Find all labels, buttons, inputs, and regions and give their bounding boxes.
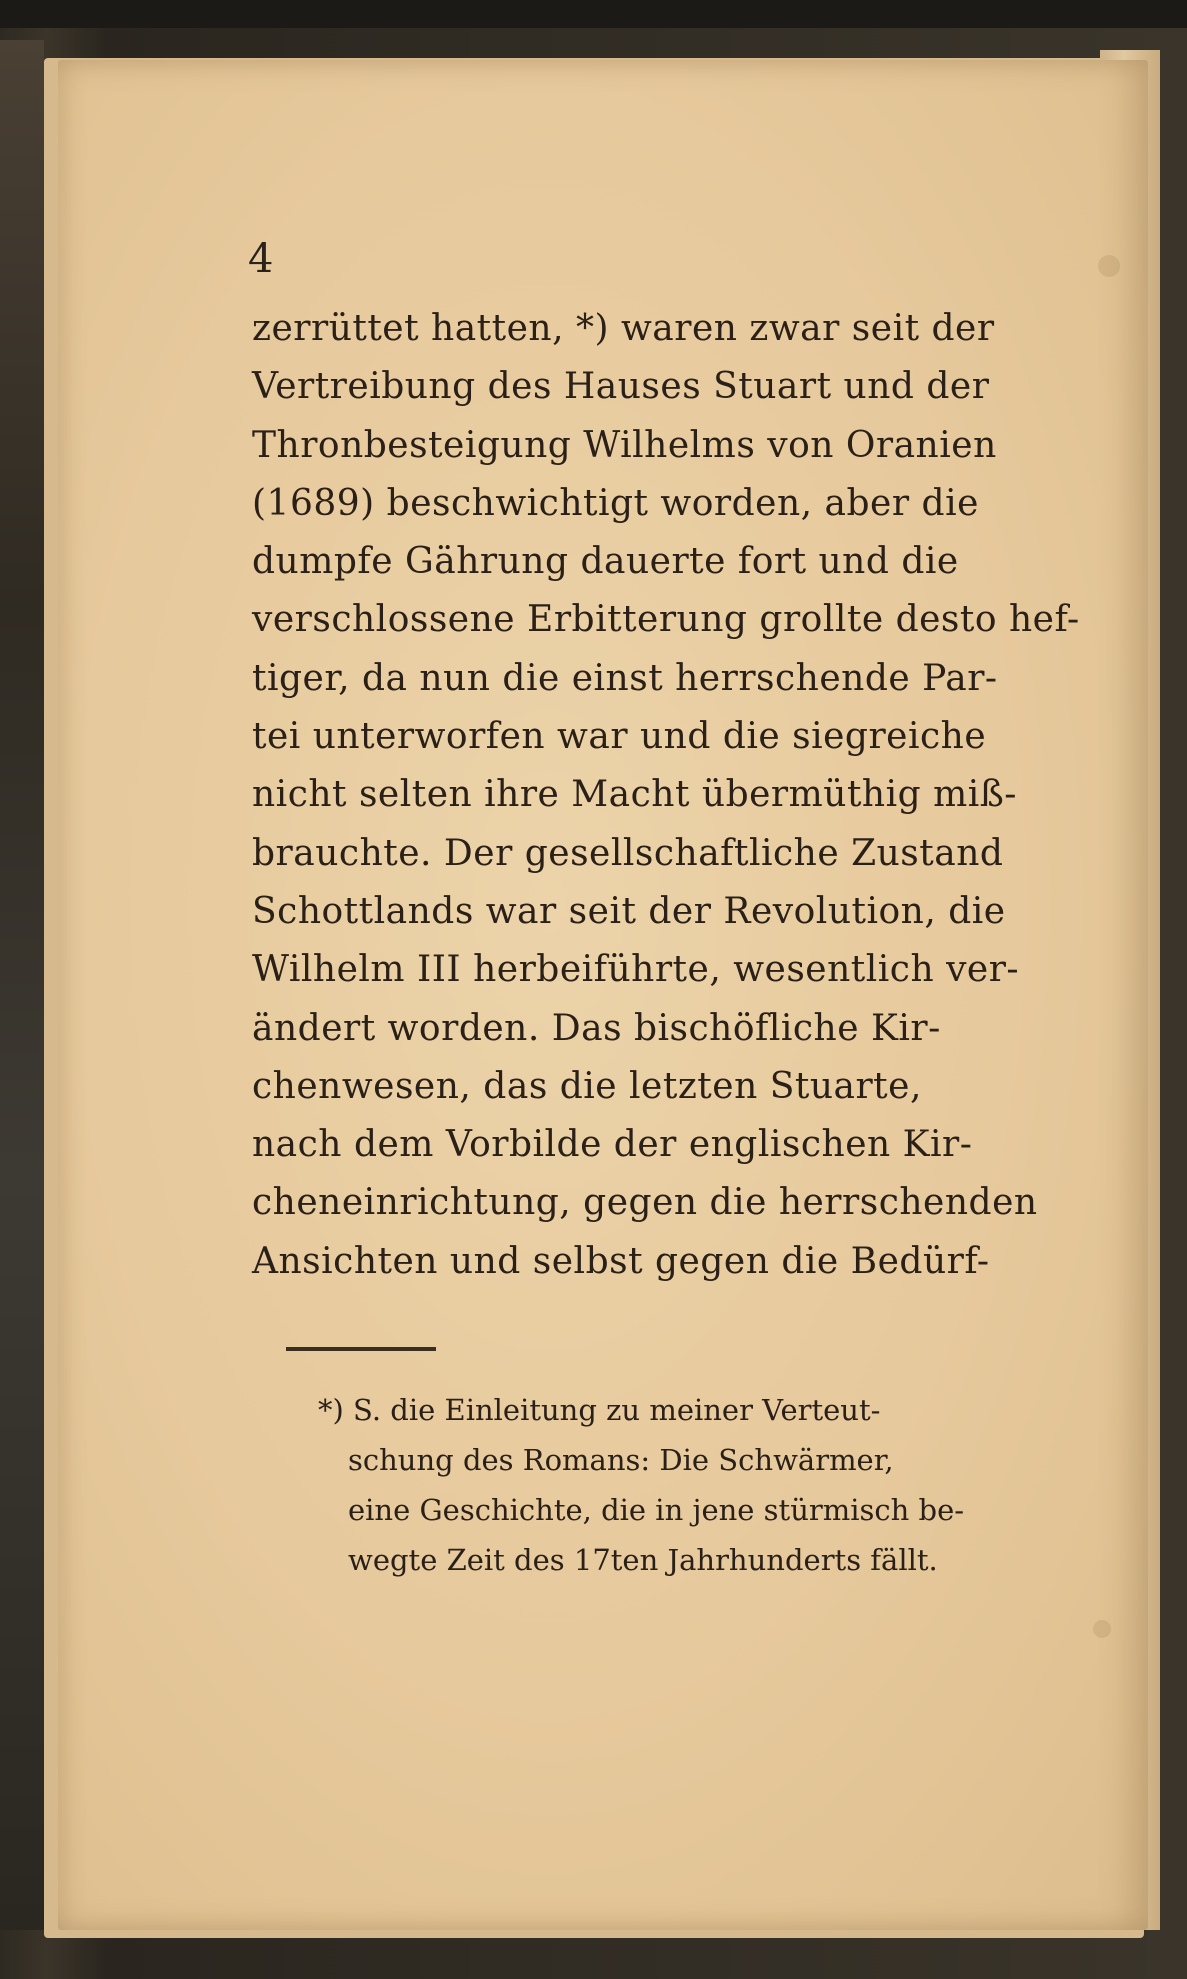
footnote [318, 1385, 1038, 1585]
paper-stain [1093, 1620, 1111, 1638]
footnote-rule [286, 1347, 436, 1351]
text-line: nach dem Vorbilde der englischen Kir- [252, 1124, 973, 1166]
text-line: nicht selten ihre Macht übermüthig miß- [252, 774, 1017, 816]
text-line: Wilhelm III herbeiführte, wesentlich ver- [252, 949, 1020, 991]
text-line: ändert worden. Das bischöfliche Kir- [252, 1007, 941, 1049]
text-line: chenwesen, das die letzten Stuarte, [252, 1065, 922, 1107]
text-line: dumpfe Gährung dauerte fort und die [252, 541, 959, 583]
text-line: cheneinrichtung, gegen die herrschenden [252, 1182, 1038, 1224]
text-line: Vertreibung des Hauses Stuart und der [252, 366, 990, 408]
text-line: verschlossene Erbitterung grollte desto hef- [252, 599, 1080, 641]
text-line: (1689) beschwichtigt worden, aber die [252, 482, 979, 524]
body-text [252, 300, 1080, 1291]
footnote-line: eine Geschichte, die in jene stürmisch be- [348, 1493, 965, 1527]
text-line: tei unterworfen war und die siegreiche [252, 716, 987, 758]
footnote-line: wegte Zeit des 17ten Jahrhunderts fällt. [348, 1543, 938, 1577]
footnote-line: *) S. die Einleitung zu meiner Verteut- [318, 1393, 881, 1427]
text-line: brauchte. Der gesellschaftliche Zustand [252, 832, 1004, 874]
page-number: 4 [248, 236, 274, 282]
text-line: Ansichten und selbst gegen die Bedürf- [252, 1240, 990, 1282]
text-line: zerrüttet hatten, *) waren zwar seit der [252, 308, 995, 349]
text-line: tiger, da nun die einst herrschende Par- [252, 657, 998, 699]
text-line: Thronbesteigung Wilhelms von Oranien [252, 424, 997, 466]
book-spine [0, 40, 44, 1930]
footnote-line: schung des Romans: Die Schwärmer, [348, 1443, 894, 1477]
text-line: Schottlands war seit der Revolution, die [252, 890, 1006, 932]
paper-stain [1098, 255, 1120, 277]
